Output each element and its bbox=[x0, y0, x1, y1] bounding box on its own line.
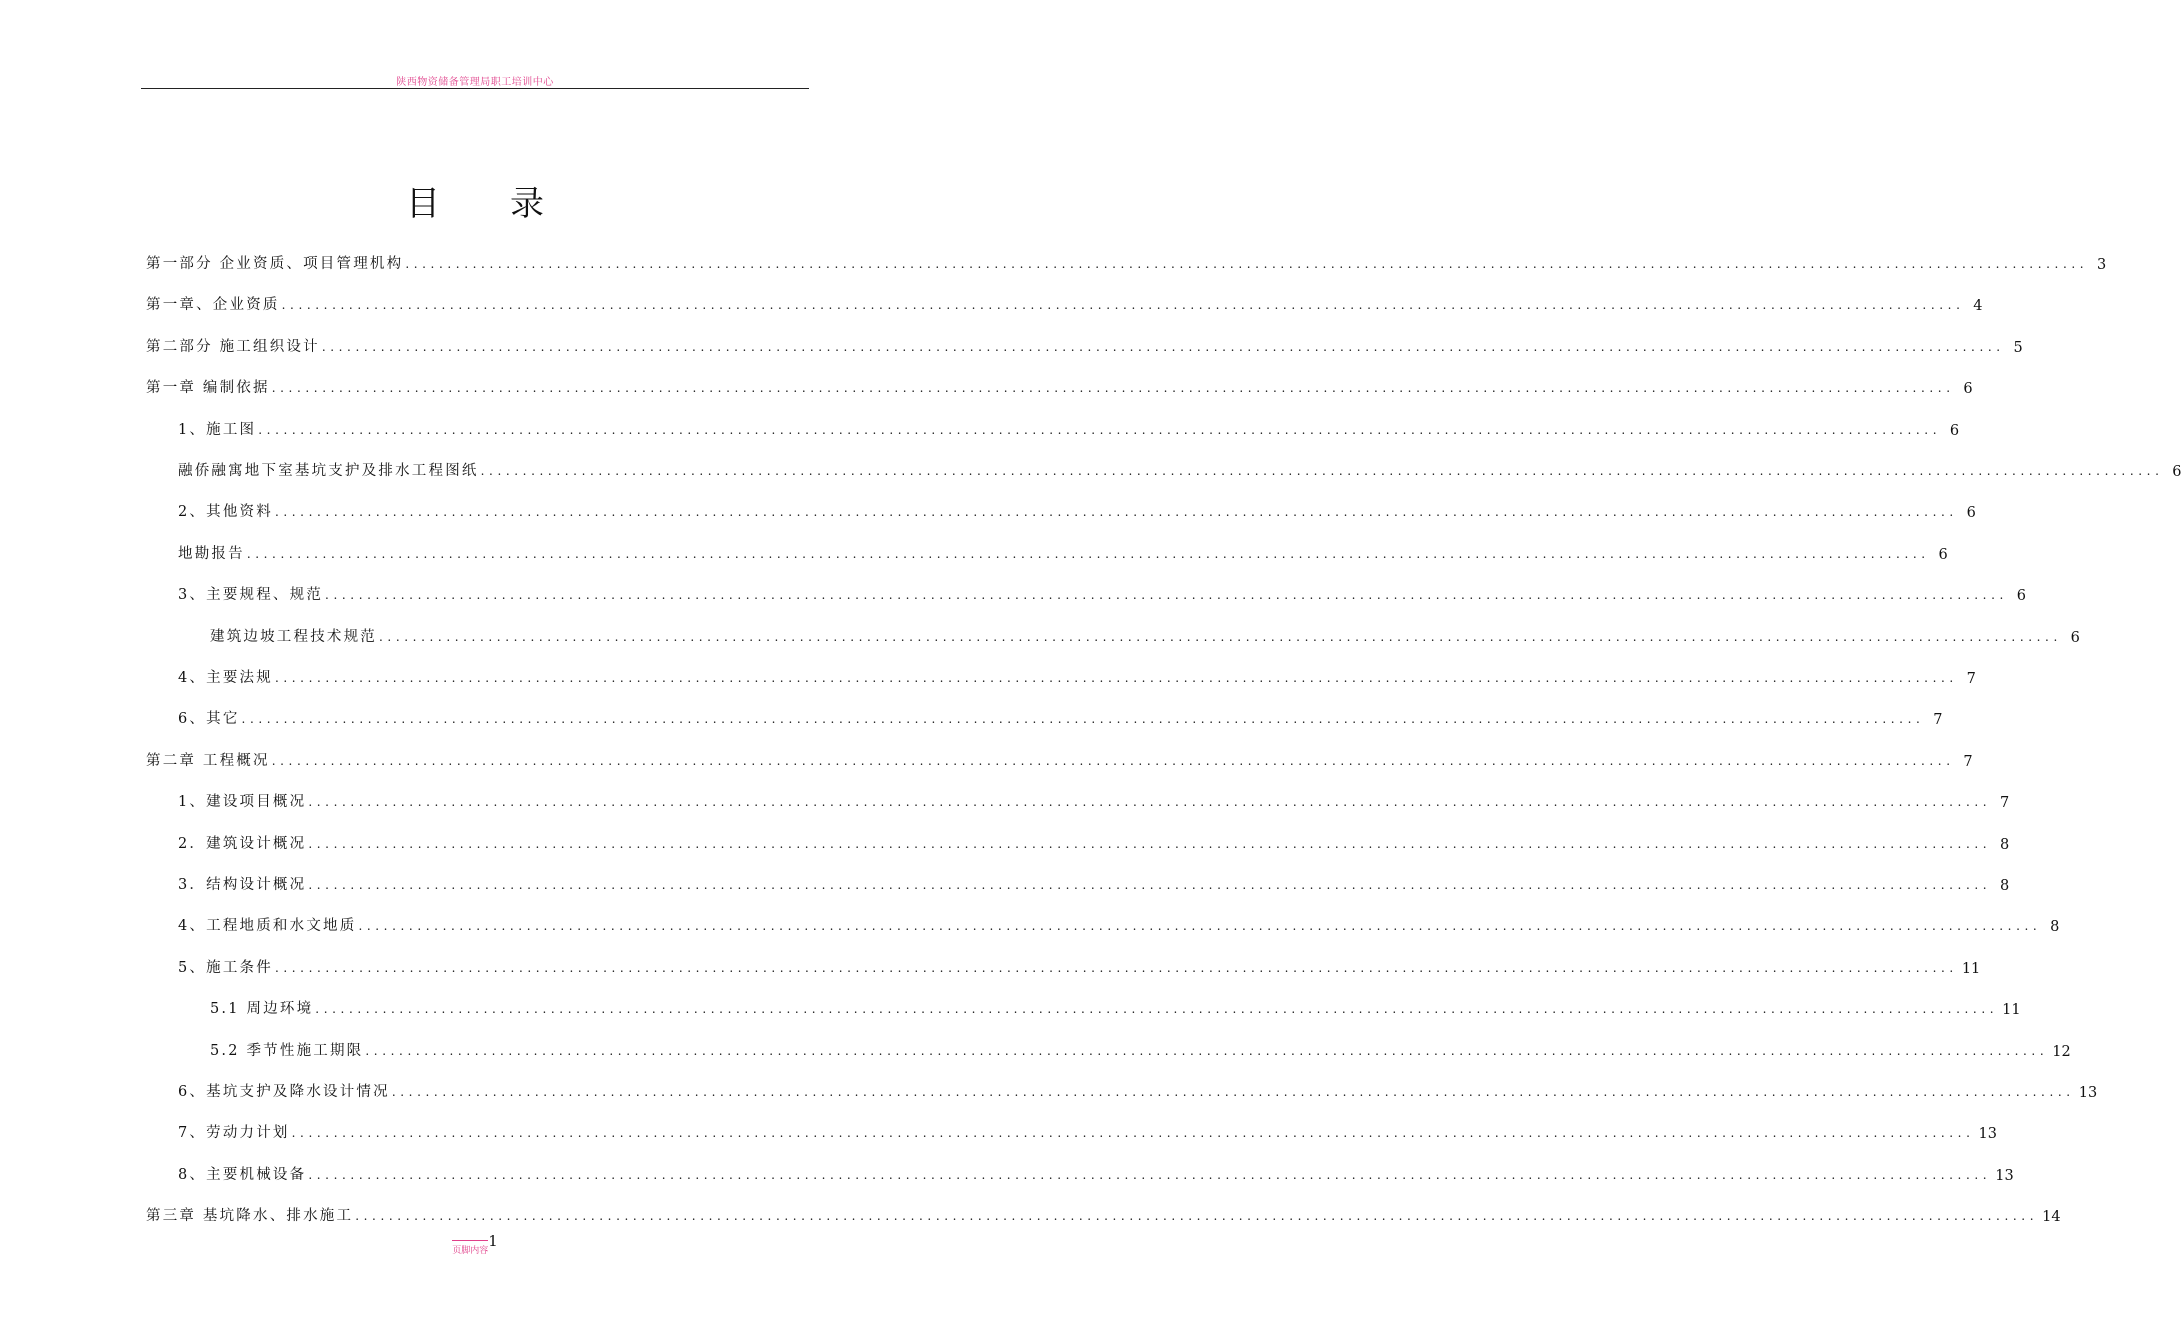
toc-entry-label: 8、主要机械设备 bbox=[178, 1167, 307, 1183]
toc-leader-dots: ........................................................................................................................................................................................................ bbox=[405, 257, 2089, 271]
toc-entry-page: 7 bbox=[1933, 712, 1943, 728]
toc-leader-dots: ........................................................................................................................................................................................................ bbox=[365, 1044, 2049, 1058]
toc-entry[interactable] bbox=[178, 913, 2060, 935]
toc-entry-page: 13 bbox=[1978, 1126, 1997, 1142]
toc-entry-label: 建筑边坡工程技术规范 bbox=[210, 629, 377, 645]
toc-entry[interactable] bbox=[178, 1079, 2098, 1101]
toc-title: 目录 bbox=[406, 184, 614, 224]
toc-entry-page: 8 bbox=[1999, 837, 2010, 853]
toc-leader-dots: ........................................................................................................................................................................................................ bbox=[308, 837, 1992, 851]
toc-entry[interactable] bbox=[178, 831, 2010, 853]
toc-leader-dots: ........................................................................................................................................................................................................ bbox=[308, 1168, 1992, 1182]
toc-leader-dots: ........................................................................................................................................................................................................ bbox=[321, 340, 2005, 354]
toc-entry[interactable] bbox=[178, 499, 1976, 521]
toc-entry[interactable] bbox=[146, 292, 1983, 314]
toc-leader-dots: ........................................................................................................................................................................................................ bbox=[308, 878, 1992, 892]
toc-entry-page: 7 bbox=[1966, 671, 1976, 687]
toc-entry[interactable] bbox=[178, 541, 1948, 563]
toc-entry-label: 1、施工图 bbox=[178, 422, 257, 438]
page-number: 1 bbox=[488, 1232, 498, 1250]
toc-entry-page: 8 bbox=[2050, 919, 2060, 935]
toc-entry-page: 6 bbox=[2016, 588, 2026, 604]
toc-entry[interactable] bbox=[178, 417, 1960, 439]
toc-leader-dots: ........................................................................................................................................................................................................ bbox=[241, 712, 1925, 726]
header-divider bbox=[141, 88, 809, 89]
toc-leader-dots: ........................................................................................................................................................................................................ bbox=[358, 919, 2042, 933]
toc-entry-label: 4、主要法规 bbox=[178, 670, 273, 686]
toc-entry-page: 8 bbox=[1999, 878, 2010, 894]
toc-entry-page: 3 bbox=[2096, 257, 2107, 273]
toc-entry-label: 地勘报告 bbox=[178, 546, 245, 562]
toc-entry-label: 第二部分 施工组织设计 bbox=[146, 339, 320, 355]
footer-label: 页脚内容 bbox=[452, 1240, 488, 1256]
toc-entry-page: 4 bbox=[1973, 298, 1983, 314]
toc-entry[interactable] bbox=[146, 334, 2023, 356]
toc-entry[interactable] bbox=[210, 996, 2021, 1018]
toc-entry-page: 6 bbox=[2070, 630, 2080, 646]
toc-entry-label: 1、建设项目概况 bbox=[178, 794, 307, 810]
toc-leader-dots: ........................................................................................................................................................................................................ bbox=[308, 795, 1992, 809]
toc-entry-page: 7 bbox=[1963, 754, 1973, 770]
toc-entry-label: 2、其他资料 bbox=[178, 504, 273, 520]
toc-entry-label: 第三章 基坑降水、排水施工 bbox=[146, 1208, 354, 1224]
page-header-text: 陕西物资储备管理局职工培训中心 bbox=[396, 77, 554, 88]
toc-leader-dots: ........................................................................................................................................................................................................ bbox=[271, 754, 1955, 768]
toc-entry-page: 6 bbox=[2172, 464, 2182, 480]
page-footer bbox=[0, 1232, 950, 1256]
toc-leader-dots: ........................................................................................................................................................................................................ bbox=[291, 1126, 1975, 1140]
toc-entry[interactable] bbox=[178, 955, 1981, 977]
toc-entry[interactable] bbox=[146, 251, 2107, 273]
toc-entry[interactable] bbox=[178, 789, 2010, 811]
toc-entry[interactable] bbox=[178, 582, 2026, 604]
toc-entry[interactable] bbox=[178, 665, 1976, 687]
toc-entry-label: 4、工程地质和水文地质 bbox=[178, 918, 357, 934]
toc-entry-label: 5、施工条件 bbox=[178, 960, 273, 976]
toc-leader-dots: ........................................................................................................................................................................................................ bbox=[325, 588, 2008, 602]
toc-entry-page: 6 bbox=[1938, 547, 1948, 563]
toc-entry-label: 6、基坑支护及降水设计情况 bbox=[178, 1084, 390, 1100]
toc-entry[interactable] bbox=[146, 748, 1973, 770]
toc-entry-label: 融侨融寓地下室基坑支护及排水工程图纸 bbox=[178, 463, 479, 479]
toc-entry-label: 3、主要规程、规范 bbox=[178, 587, 324, 603]
toc-leader-dots: ........................................................................................................................................................................................................ bbox=[274, 961, 1958, 975]
toc-entry[interactable] bbox=[146, 1203, 2061, 1225]
toc-entry-label: 第一章、企业资质 bbox=[146, 297, 280, 313]
toc-entry-page: 12 bbox=[2052, 1044, 2071, 1060]
toc-entry-label: 5.2 季节性施工期限 bbox=[210, 1043, 364, 1059]
toc-entry-page: 6 bbox=[1949, 423, 1960, 439]
toc-entry-page: 11 bbox=[2002, 1002, 2021, 1018]
toc-entry-label: 第二章 工程概况 bbox=[146, 753, 270, 769]
toc-entry[interactable] bbox=[146, 375, 1973, 397]
toc-leader-dots: ........................................................................................................................................................................................................ bbox=[391, 1085, 2075, 1099]
toc-leader-dots: ........................................................................................................................................................................................................ bbox=[480, 464, 2164, 478]
toc-entry[interactable] bbox=[210, 1038, 2071, 1060]
toc-entry-label: 3．结构设计概况 bbox=[178, 877, 307, 893]
toc-leader-dots: ........................................................................................................................................................................................................ bbox=[274, 671, 1958, 685]
toc-entry-page: 6 bbox=[1966, 505, 1976, 521]
toc-leader-dots: ........................................................................................................................................................................................................ bbox=[281, 298, 1965, 312]
toc-entry[interactable] bbox=[210, 624, 2080, 646]
toc-leader-dots: ........................................................................................................................................................................................................ bbox=[315, 1002, 1999, 1016]
toc-entry-page: 13 bbox=[1995, 1168, 2014, 1184]
toc-entry-page: 13 bbox=[2078, 1085, 2098, 1101]
toc-entry-label: 6、其它 bbox=[178, 711, 240, 727]
toc-entry-label: 第一部分 企业资质、项目管理机构 bbox=[146, 256, 404, 272]
toc-entry-label: 第一章 编制依据 bbox=[146, 380, 270, 396]
toc-entry-page: 6 bbox=[1963, 381, 1973, 397]
toc-entry[interactable] bbox=[178, 458, 2182, 480]
toc-leader-dots: ........................................................................................................................................................................................................ bbox=[246, 547, 1930, 561]
toc-entry-page: 14 bbox=[2042, 1209, 2061, 1225]
toc-entry-page: 7 bbox=[1999, 795, 2010, 811]
toc-leader-dots: ........................................................................................................................................................................................................ bbox=[258, 423, 1942, 437]
toc-entry-label: 2．建筑设计概况 bbox=[178, 836, 307, 852]
toc-leader-dots: ........................................................................................................................................................................................................ bbox=[379, 630, 2062, 644]
toc-entry[interactable] bbox=[178, 1120, 1997, 1142]
toc-entry-page: 5 bbox=[2013, 340, 2023, 356]
toc-leader-dots: ........................................................................................................................................................................................................ bbox=[271, 381, 1955, 395]
toc-entry[interactable] bbox=[178, 1162, 2014, 1184]
toc-entry-label: 7、劳动力计划 bbox=[178, 1125, 290, 1141]
toc-leader-dots: ........................................................................................................................................................................................................ bbox=[355, 1209, 2039, 1223]
toc-entry[interactable] bbox=[178, 706, 1943, 728]
toc-entry-page: 11 bbox=[1961, 961, 1981, 977]
toc-entry-label: 5.1 周边环境 bbox=[210, 1001, 314, 1017]
toc-entry[interactable] bbox=[178, 872, 2010, 894]
toc-leader-dots: ........................................................................................................................................................................................................ bbox=[274, 505, 1958, 519]
